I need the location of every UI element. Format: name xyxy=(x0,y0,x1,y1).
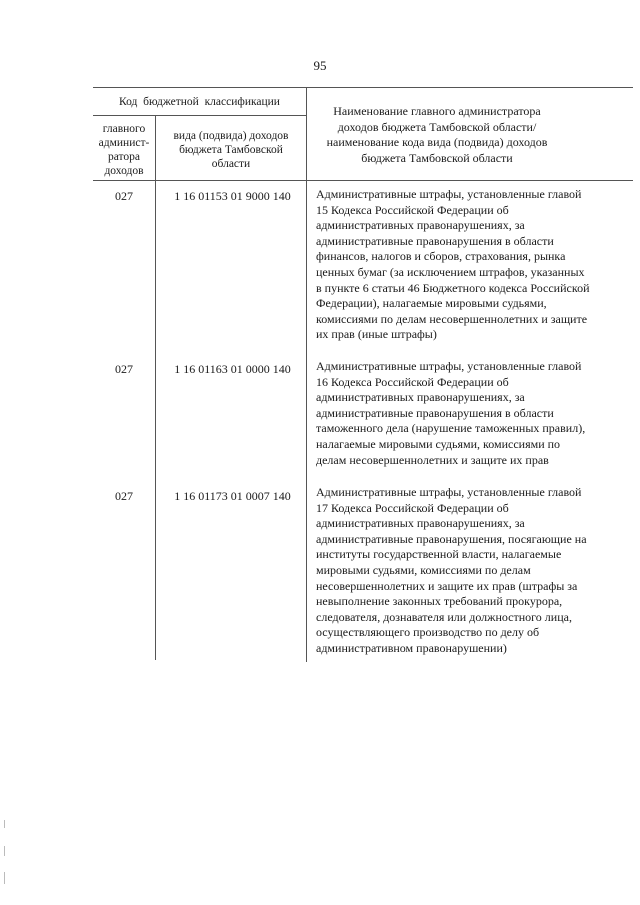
admin-code: 027 xyxy=(115,362,133,376)
header-group-title: Код бюджетной классификации xyxy=(119,96,280,108)
income-code: 1 16 01173 01 0007 140 xyxy=(174,489,291,503)
header-group-divider xyxy=(93,115,306,116)
scan-speck xyxy=(4,820,5,828)
header-admin-column: главного админист-ратора доходов xyxy=(98,123,150,177)
column-divider-1 xyxy=(155,115,156,660)
income-name: Административные штрафы, установленные главой 15 Кодекса Российской Федерации об административных правонарушениях, за административные правонарушения в области финансов, налогов и сборов, страхования, рынка ценных бумаг (за исключением штрафов, указанных в пункте 6 статьи 46 Бюджетного кодекса Российской Федерации), налагаемые мировыми судьями, комиссиями по делам несовершеннолетних и защите их прав (иные штрафы) xyxy=(316,187,590,342)
scan-speck xyxy=(4,846,5,856)
header-income-kind-column: вида (подвида) доходов бюджета Тамбовской области xyxy=(173,130,289,170)
admin-code: 027 xyxy=(115,489,133,503)
header-bottom-border xyxy=(93,180,633,181)
page-number: 95 xyxy=(313,58,327,73)
admin-code: 027 xyxy=(115,189,133,203)
income-code: 1 16 01153 01 9000 140 xyxy=(174,189,291,203)
scan-speck xyxy=(4,872,5,884)
header-name-column: Наименование главного администратора доходов бюджета Тамбовской области/наименование кода вида (подвида) доходов бюджета Тамбовской области xyxy=(326,104,548,165)
income-name: Административные штрафы, установленные главой 16 Кодекса Российской Федерации об административных правонарушениях, за административные правонарушения в области таможенного дела (нарушение таможенных правил), налагаемые мировыми судьями, комиссиями по делам несовершеннолетних и защите их прав xyxy=(316,359,586,467)
column-divider-2 xyxy=(306,87,307,662)
table-top-border xyxy=(93,87,633,88)
income-code: 1 16 01163 01 0000 140 xyxy=(174,362,291,376)
income-name: Административные штрафы, установленные главой 17 Кодекса Российской Федерации об административных правонарушениях, за административные правонарушения, посягающие на институты государственной власти, налагаемые мировыми судьями, комиссиями по делам несовершеннолетних и защите их прав (штрафы за невыполнение законных требований прокурора, следователя, дознавателя или должностного лица, осуществляющего производство по делу об административном правонарушении) xyxy=(316,485,587,655)
